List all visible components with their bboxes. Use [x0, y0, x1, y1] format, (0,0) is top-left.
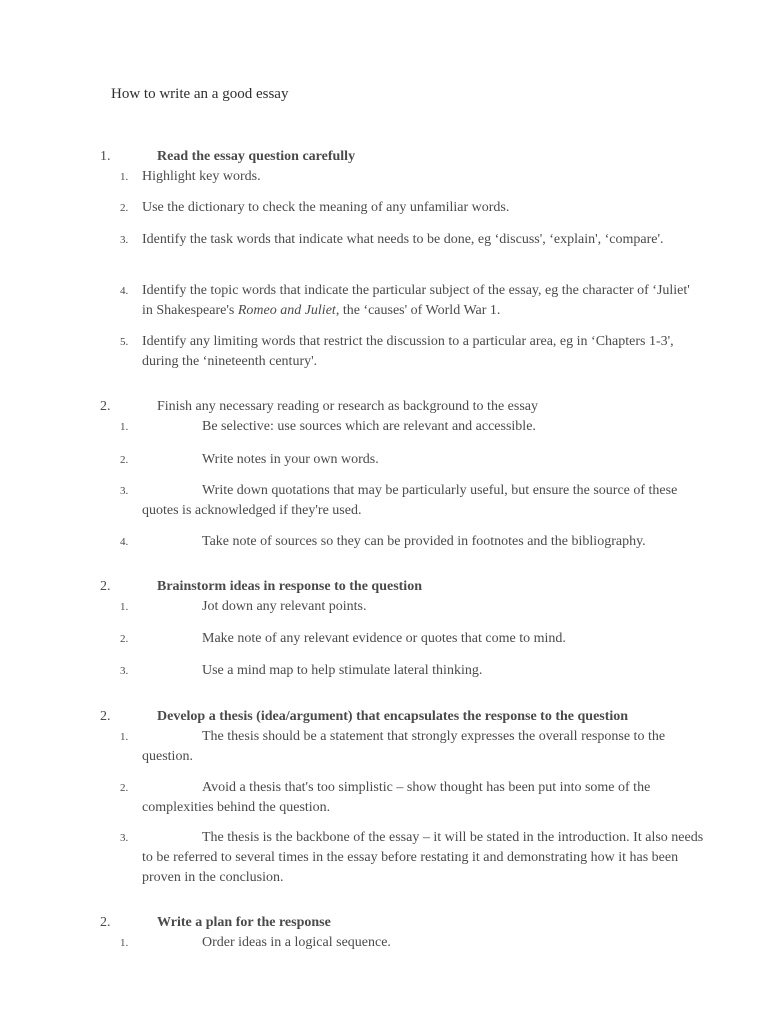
- section-heading: Read the essay question carefully: [157, 149, 356, 164]
- list-item: The thesis should be a statement that strongly expresses the overall response to the question.: [142, 729, 666, 764]
- item-number: 4.: [120, 285, 129, 297]
- section-heading: Brainstorm ideas in response to the question: [157, 579, 422, 594]
- list-item: Order ideas in a logical sequence.: [202, 935, 391, 950]
- item-number: 1.: [120, 601, 129, 613]
- section-number: 2.: [100, 399, 111, 414]
- play-title: Romeo and Juliet: [237, 303, 336, 318]
- section-heading: Develop a thesis (idea/argument) that encapsulates the response to the question: [157, 709, 629, 724]
- section-heading: Write a plan for the response: [157, 915, 331, 930]
- list-item: [142, 281, 704, 321]
- section-heading: Finish any necessary reading or research as background to the essay: [157, 399, 538, 414]
- section-number: 2.: [100, 709, 111, 724]
- item-text-part: Identify the topic words that indicate the particular subject of the essay, eg the character of ‘Juliet' in Shakespeare's: [142, 283, 690, 318]
- list-item: Avoid a thesis that's too simplistic – show thought has been put into some of the complexities behind the question.: [142, 780, 651, 815]
- item-number: 3.: [120, 234, 129, 246]
- item-number: 2.: [120, 782, 129, 794]
- list-item: Identify the task words that indicate what needs to be done, eg ‘discuss', ‘explain', ‘compare'.: [142, 232, 664, 247]
- item-number: 2.: [120, 633, 129, 645]
- item-number: 1.: [120, 731, 129, 743]
- item-number: 2.: [120, 202, 129, 214]
- list-item: Make note of any relevant evidence or quotes that come to mind.: [202, 631, 566, 646]
- list-item: The thesis is the backbone of the essay – it will be stated in the introduction. It also needs to be referred to several times in the essay before restating it and demonstrating how it has been proven in the conclusion.: [142, 830, 704, 885]
- list-item: Highlight key words.: [142, 169, 261, 184]
- item-number: 3.: [120, 485, 129, 497]
- list-item: Jot down any relevant points.: [202, 599, 367, 614]
- item-number: 2.: [120, 454, 129, 466]
- document-title: How to write an a good essay: [111, 86, 289, 102]
- item-number: 1.: [120, 171, 129, 183]
- item-number: 5.: [120, 336, 129, 348]
- item-number: 4.: [120, 536, 129, 548]
- list-item: Use a mind map to help stimulate lateral thinking.: [202, 663, 483, 678]
- item-text-part: , the ‘causes' of World War 1.: [335, 303, 501, 318]
- item-number: 1.: [120, 421, 129, 433]
- list-item: Write down quotations that may be particularly useful, but ensure the source of these quotes is acknowledged if they're used.: [142, 483, 678, 518]
- item-number: 3.: [120, 832, 129, 844]
- list-item: Use the dictionary to check the meaning of any unfamiliar words.: [142, 200, 510, 215]
- section-number: 1.: [100, 149, 111, 164]
- section-number: 2.: [100, 579, 111, 594]
- list-item: Write notes in your own words.: [202, 452, 379, 467]
- item-number: 3.: [120, 665, 129, 677]
- section-number: 2.: [100, 915, 111, 930]
- list-item: Identify any limiting words that restrict the discussion to a particular area, eg in ‘Chapters 1-3', during the ‘nineteenth century'.: [142, 334, 674, 369]
- list-item: Be selective: use sources which are relevant and accessible.: [202, 419, 536, 434]
- item-number: 1.: [120, 937, 129, 949]
- list-item: Take note of sources so they can be provided in footnotes and the bibliography.: [202, 534, 646, 549]
